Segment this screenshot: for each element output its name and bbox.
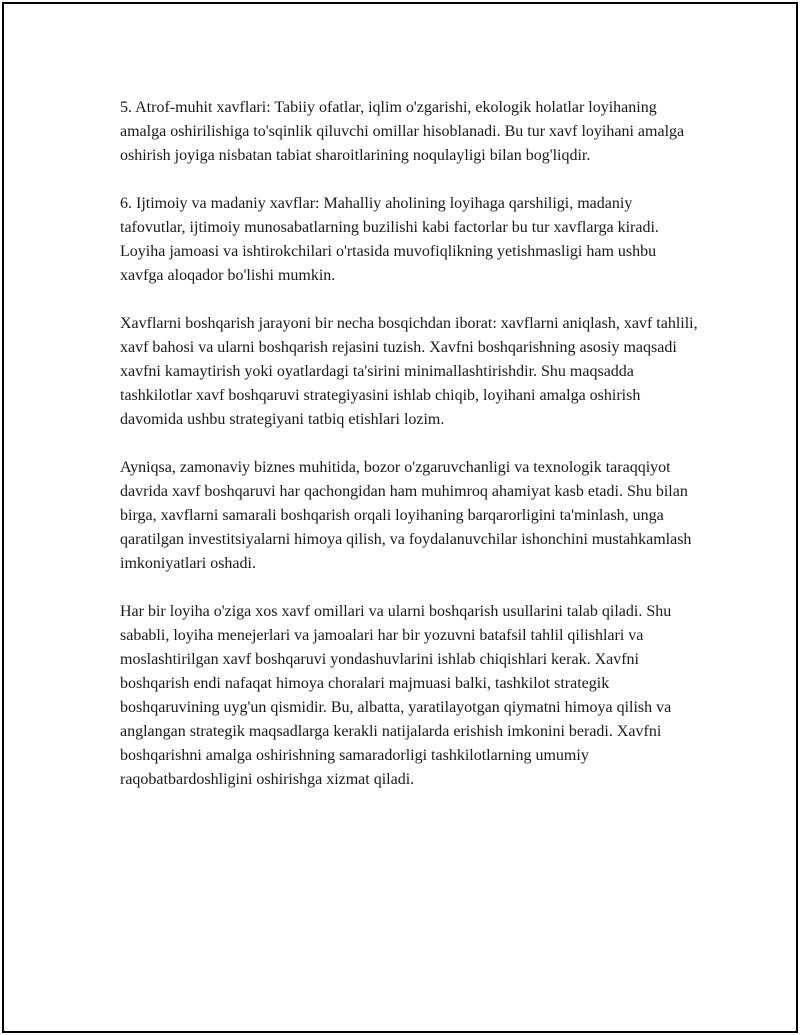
paragraph-risk-management-process: Xavflarni boshqarish jarayoni bir necha bosqichdan iborat: xavflarni aniqlash, xavf tahlili, xavf bahosi va ularni boshqarish rejasini tuzish. Xavfni boshqarishning asosiy maqsadi xavfni kamaytirish yoki oyatlardagi ta'sirini minimallashtirishdir. Shu maqsadda tashkilotlar xavf boshqaruvi strategiyasini ishlab chiqib, loyihani amalga oshirish davomida ushbu strategiyani tatbiq etishlari lozim.: [120, 315, 698, 428]
document-body: [120, 96, 700, 792]
paragraph-social-cultural-risks: 6. Ijtimoiy va madaniy xavflar: Mahalliy aholining loyihaga qarshiligi, madaniy tafovutlar, ijtimoiy munosabatlarning buzilishi kabi factorlar bu tur xavflarga kiradi. Loyiha jamoasi va ishtirokchilari o'rtasida muvofiqlikning yetishmasligi ham ushbu xavfga aloqador bo'lishi mumkin.: [120, 195, 659, 284]
page-frame: [2, 2, 798, 1033]
paragraph-modern-business-context: Ayniqsa, zamonaviy biznes muhitida, bozor o'zgaruvchanligi va texnologik taraqqiyot davrida xavf boshqaruvi har qachongidan ham muhimroq ahamiyat kasb etadi. Shu bilan birga, xavflarni samarali boshqarish orqali loyihaning barqarorligini ta'minlash, unga qaratilgan investitsiyalarni himoya qilish, va foydalanuvchilar ishonchini mustahkamlash imkoniyatlari oshadi.: [120, 459, 692, 572]
paragraph-environmental-risks: 5. Atrof-muhit xavflari: Tabiiy ofatlar, iqlim o'zgarishi, ekologik holatlar loyihaning amalga oshirilishiga to'sqinlik qiluvchi omillar hisoblanadi. Bu tur xavf loyihani amalga oshirish joyiga nisbatan tabiat sharoitlarining noqulayligi bilan bog'liqdir.: [120, 99, 685, 164]
paragraph-conclusion: Har bir loyiha o'ziga xos xavf omillari va ularni boshqarish usullarini talab qiladi. Shu sababli, loyiha menejerlari va jamoalari har bir yozuvni batafsil tahlil qilishlari va moslashtirilgan xavf boshqaruvi yondashuvlarini ishlab chiqishlari kerak. Xavfni boshqarish endi nafaqat himoya choralari majmuasi balki, tashkilot strategik boshqaruvining uyg'un qismidir. Bu, albatta, yaratilayotgan qiymatni himoya qilish va anglangan strategik maqsadlarga kerakli natijalarda erishish imkonini beradi. Xavfni boshqarishni amalga oshirishning samaradorligi tashkilotlarning umumiy raqobatbardoshligini oshirishga xizmat qiladi.: [120, 603, 672, 788]
